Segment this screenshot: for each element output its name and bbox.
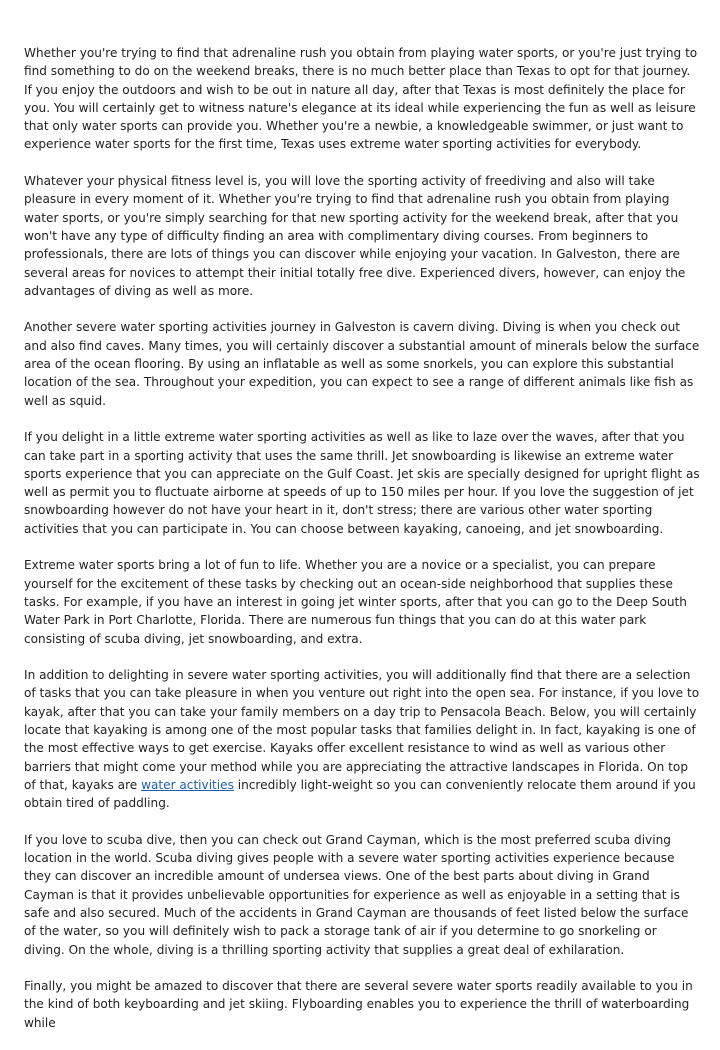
paragraph-4: If you delight in a little extreme water sporting activities as well as like to laze over the waves, after that you can take part in a sporting activity that uses the same thrill. Jet snowboarding is likewise an extreme water sports experience that you can appreciate on the Gulf Coast. Jet skis are specially designed for upright flight as well as permit you to fluctuate airborne at speeds of up to 150 miles per hour. If you love the suggestion of jet snowboarding however do not have your heart in it, don't stress; there are various other water sporting activities that you can participate in. You can choose between kayaking, canoeing, and jet snowboarding. bbox=[24, 430, 700, 536]
paragraph-6 bbox=[24, 666, 700, 812]
paragraph-2: Whatever your physical fitness level is, you will love the sporting activity of freediving and also will take pleasure in every moment of it. Whether you're trying to find that adrenaline rush you obtain from playing water sports, or you're simply searching for that new sporting activity for the weekend break, after that you won't have any type of difficulty finding an area with complimentary diving courses. From beginners to professionals, there are lots of things you can discover while enjoying your vacation. In Galveston, there are several areas for novices to attempt their initial totally free dive. Experienced divers, however, can enjoy the advantages of diving as well as more. bbox=[24, 174, 686, 298]
paragraph-5: Extreme water sports bring a lot of fun to life. Whether you are a novice or a specialist, you can prepare yourself for the excitement of these tasks by checking out an ocean-side neighborhood that supplies these tasks. For example, if you have an interest in going jet winter sports, after that you can go to the Deep South Water Park in Port Charlotte, Florida. There are numerous fun things that you can do at this water park consisting of scuba diving, jet snowboarding, and extra. bbox=[24, 558, 687, 646]
water-activities-link[interactable]: water activities bbox=[141, 777, 234, 792]
paragraph-6-text-before: In addition to delighting in severe water sporting activities, you will additionally find that there are a selection of tasks that you can take pleasure in when you venture out right into the open sea. For instance, if you love to kayak, after that you can take your family members on a day trip to Pensacola Beach. Below, you will certainly locate that kayaking is among one of the most popular tasks that families delight in. In fact, kayaking is one of the most effective ways to get exercise. Kayaks offer excellent resistance to wind as well as various other barriers that might come your method while you are appreciating the attractive landscapes in Florida. On top of that, kayaks are bbox=[24, 668, 700, 792]
paragraph-6-text-after: incredibly light-weight so you can conveniently relocate them around if you obtain tired of paddling. bbox=[24, 777, 696, 811]
paragraph-8: Finally, you might be amazed to discover that there are several severe water sports readily available to you in the kind of both keyboarding and jet skiing. Flyboarding enables you to experience the thrill of waterboarding while bbox=[24, 979, 693, 1030]
paragraph-1: Whether you're trying to find that adrenaline rush you obtain from playing water sports, or you're just trying to find something to do on the weekend breaks, there is no much better place than Texas to opt for that journey. If you enjoy the outdoors and wish to be out in nature all day, after that Texas is most definitely the place for you. You will certainly get to witness nature's elegance at its ideal while experiencing the fun as well as leisure that only water sports can provide you. Whether you're a newbie, a knowledgeable swimmer, or just want to experience water sports for the first time, Texas uses extreme water sporting activities for everybody. bbox=[24, 46, 698, 152]
article-body bbox=[24, 44, 700, 1050]
paragraph-7: If you love to scuba dive, then you can check out Grand Cayman, which is the most preferred scuba diving location in the world. Scuba diving gives people with a severe water sporting activities experience because they can discover an incredible amount of undersea views. One of the best parts about diving in Grand Cayman is that it provides unbelievable opportunities for experience as well as enjoyable in a setting that is safe and also secured. Much of the accidents in Grand Cayman are thousands of feet listed below the surface of the water, so you will definitely wish to pack a storage tank of air if you determine to go snorkeling or diving. On the whole, diving is a thrilling sporting activity that supplies a great deal of exhilaration. bbox=[24, 832, 689, 957]
paragraph-3: Another severe water sporting activities journey in Galveston is cavern diving. Diving is when you check out and also find caves. Many times, you will certainly discover a substantial amount of minerals below the surface area of the ocean flooring. By using an inflatable as well as some snorkels, you can explore this substantial location of the sea. Throughout your expedition, you can expect to see a range of different animals like fish as well as squid. bbox=[24, 320, 700, 408]
